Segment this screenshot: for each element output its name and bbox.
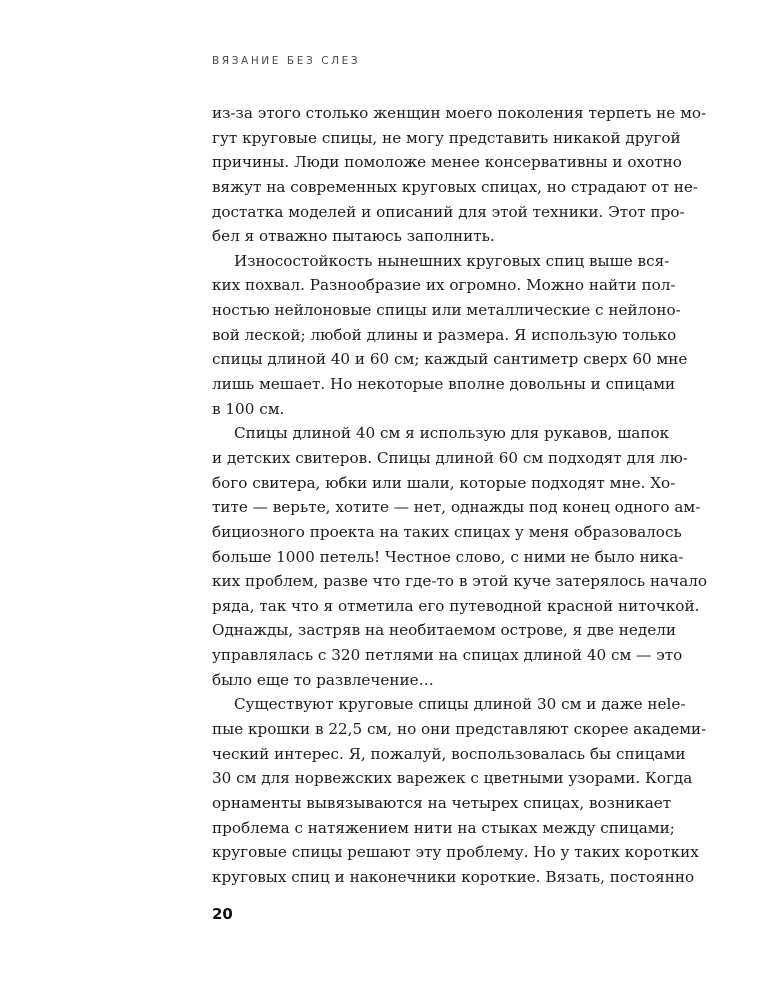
text-line: орнаменты вывязываются на четырех спицах, возникает bbox=[212, 793, 672, 812]
text-line: пые крошки в 22,5 см, но они представляют скорее академи- bbox=[212, 720, 707, 739]
text-line: ностью нейлоновые спицы или металлические с нейлоно- bbox=[212, 301, 681, 320]
text-line: управлялась с 320 петлями на спицах длиной 40 см — это bbox=[212, 646, 683, 665]
paragraph-2 bbox=[212, 249, 688, 421]
text-line: из-за этого столько женщин моего поколения терпеть не мо- bbox=[212, 104, 707, 122]
text-line: Существуют круговые спицы длиной 30 см и даже нele- bbox=[234, 695, 686, 714]
text-line: было еще то развлечение… bbox=[212, 670, 434, 689]
text-line: бого свитера, юбки или шали, которые подходят мне. Хо- bbox=[212, 473, 676, 492]
text-line: Однажды, застряв на необитаемом острове, я две недели bbox=[212, 621, 676, 640]
text-line: бициозного проекта на таких спицах у меня образовалось bbox=[212, 522, 682, 541]
text-line: больше 1000 петель! Честное слово, с ними не было ника- bbox=[212, 547, 684, 566]
paragraph-3 bbox=[212, 421, 708, 692]
text-line: 30 см для норвежских варежек с цветными узорами. Когда bbox=[212, 769, 693, 788]
text-line: лишь мешает. Но некоторые вполне довольны и спицами bbox=[212, 375, 676, 394]
text-line: вяжут на современных круговых спицах, но страдают от не- bbox=[212, 177, 699, 196]
text-line: вой леской; любой длины и размера. Я использую только bbox=[212, 325, 677, 344]
text-line: спицы длиной 40 и 60 см; каждый сантиметр сверх 60 мне bbox=[212, 350, 688, 369]
text-line: причины. Люди помоложе менее консервативны и охотно bbox=[212, 153, 682, 172]
text-line: ких похвал. Разнообразие их огромно. Можно найти пол- bbox=[212, 276, 676, 295]
paragraph-4 bbox=[212, 692, 707, 889]
page-number: 20 bbox=[212, 905, 233, 923]
text-line: ких проблем, разве что где-то в этой куче затерялось начало bbox=[212, 572, 708, 591]
text-line: круговые спицы решают эту проблему. Но у таких коротких bbox=[212, 843, 699, 862]
running-head: ВЯЗАНИЕ БЕЗ СЛЕЗ bbox=[212, 55, 361, 67]
paragraph-1 bbox=[212, 101, 707, 249]
text-line: Спицы длиной 40 см я использую для рукавов, шапок bbox=[234, 424, 670, 443]
text-line: проблема с натяжением нити на стыках между спицами; bbox=[212, 818, 675, 837]
text-line: достатка моделей и описаний для этой техники. Этот про- bbox=[212, 202, 685, 221]
text-line: бел я отважно пытаюсь заполнить. bbox=[212, 227, 495, 246]
text-line: в 100 см. bbox=[212, 399, 285, 418]
text-line: ческий интерес. Я, пожалуй, воспользовалась бы спицами bbox=[212, 744, 686, 763]
text-line: круговых спиц и наконечники короткие. Вязать, постоянно bbox=[212, 867, 695, 886]
text-line: тите — верьте, хотите — нет, однажды под конец одного ам- bbox=[212, 498, 701, 517]
text-line: гут круговые спицы, не могу представить никакой другой bbox=[212, 128, 681, 147]
body-text bbox=[212, 101, 708, 890]
text-line: Износостойкость нынешних круговых спиц выше вся- bbox=[234, 251, 670, 270]
text-line: и детских свитеров. Спицы длиной 60 см подходят для лю- bbox=[212, 448, 688, 467]
text-line: ряда, так что я отметила его путеводной красной ниточкой. bbox=[212, 596, 700, 615]
